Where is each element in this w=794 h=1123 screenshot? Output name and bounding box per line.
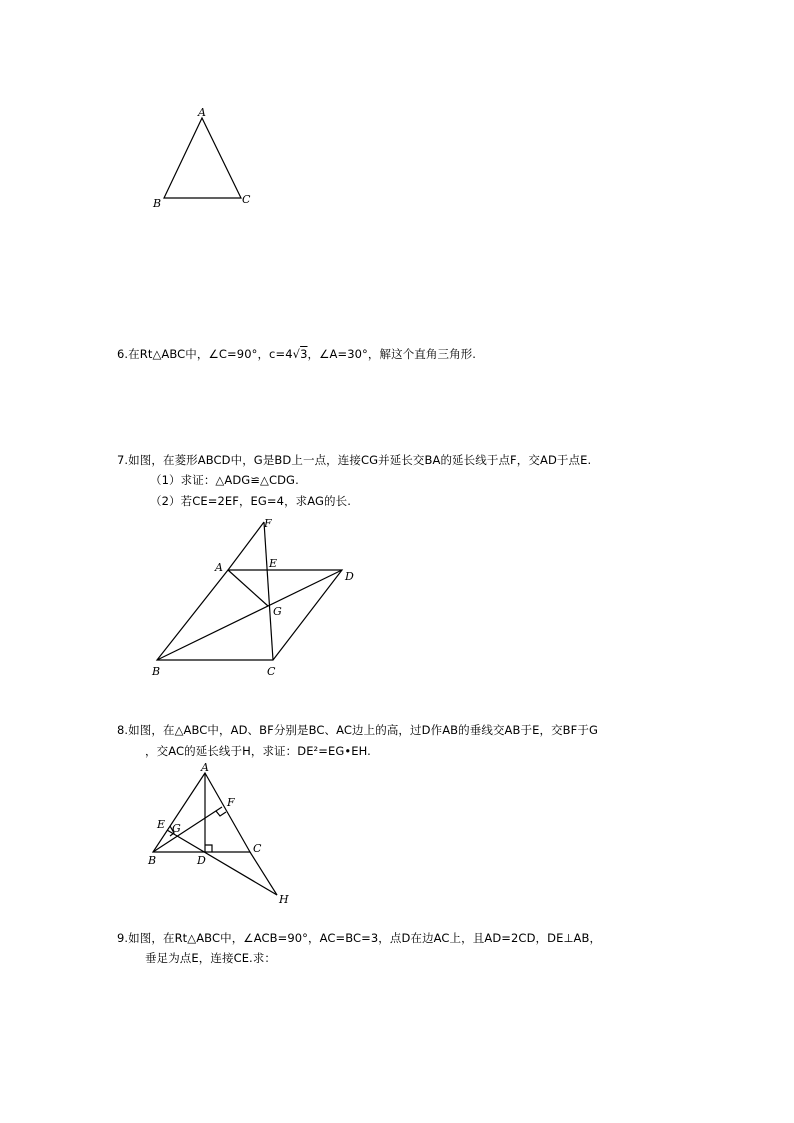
- label-g: G: [172, 822, 181, 835]
- line-ch-extension: [250, 852, 277, 895]
- label-b: B: [153, 197, 162, 210]
- right-angle-d: [205, 845, 212, 852]
- problem-7-part-1: （1）求证：△ADG≌△CDG.: [150, 473, 299, 487]
- label-c: C: [242, 193, 251, 206]
- right-angle-f: [216, 811, 226, 816]
- altitude-figure: [145, 758, 295, 908]
- sqrt-radicand: 3: [300, 347, 308, 361]
- problem-7-stem: 7.如图，在菱形ABCD中，G是BD上一点，连接CG并延长交BA的延长线于点F，交AD于点E.: [117, 453, 592, 467]
- problem-7-part-2: （2）若CE=2EF，EG=4，求AG的长.: [150, 494, 352, 508]
- line-ba-extended: [228, 522, 264, 570]
- rhombus-figure: [145, 512, 365, 682]
- label-c: C: [267, 665, 276, 678]
- label-d: D: [197, 854, 206, 867]
- label-f: F: [227, 796, 235, 809]
- label-d: D: [345, 570, 354, 583]
- problem-9-line-1: 9.如图，在Rt△ABC中，∠ACB=90°，AC=BC=3，点D在边AC上，且AD=2CD，DE⊥AB，: [117, 931, 602, 945]
- line-cf: [264, 522, 273, 660]
- label-b: B: [152, 665, 161, 678]
- triangle-abc-figure: [145, 100, 265, 215]
- problem-6: [117, 346, 476, 362]
- problem-6-prefix: 6.在Rt△ABC中，∠C=90°，c=4: [117, 347, 293, 361]
- label-a: A: [198, 106, 206, 119]
- triangle-abc: [153, 773, 250, 852]
- diagonal-bd: [157, 570, 342, 660]
- problem-6-suffix: ，∠A=30°，解这个直角三角形.: [307, 347, 477, 361]
- triangle-abc: [164, 118, 241, 198]
- problem-8-line-1: 8.如图，在△ABC中，AD、BF分别是BC、AC边上的高，过D作AB的垂线交AB于E，交BF于G: [117, 723, 598, 737]
- label-a: A: [201, 761, 209, 774]
- label-g: G: [273, 605, 282, 618]
- label-e: E: [269, 557, 278, 570]
- label-e: E: [157, 818, 166, 831]
- label-b: B: [148, 854, 157, 867]
- sqrt-sign: √: [292, 347, 301, 361]
- line-eh: [167, 830, 277, 895]
- problem-8-line-2: ，交AC的延长线于H，求证：DE²=EG•EH.: [145, 744, 371, 758]
- label-c: C: [253, 842, 262, 855]
- problem-9-line-2: 垂足为点E，连接CE.求：: [145, 951, 277, 965]
- label-f: F: [264, 517, 272, 530]
- label-h: H: [279, 893, 289, 906]
- segment-ag: [228, 570, 268, 606]
- label-a: A: [215, 561, 223, 574]
